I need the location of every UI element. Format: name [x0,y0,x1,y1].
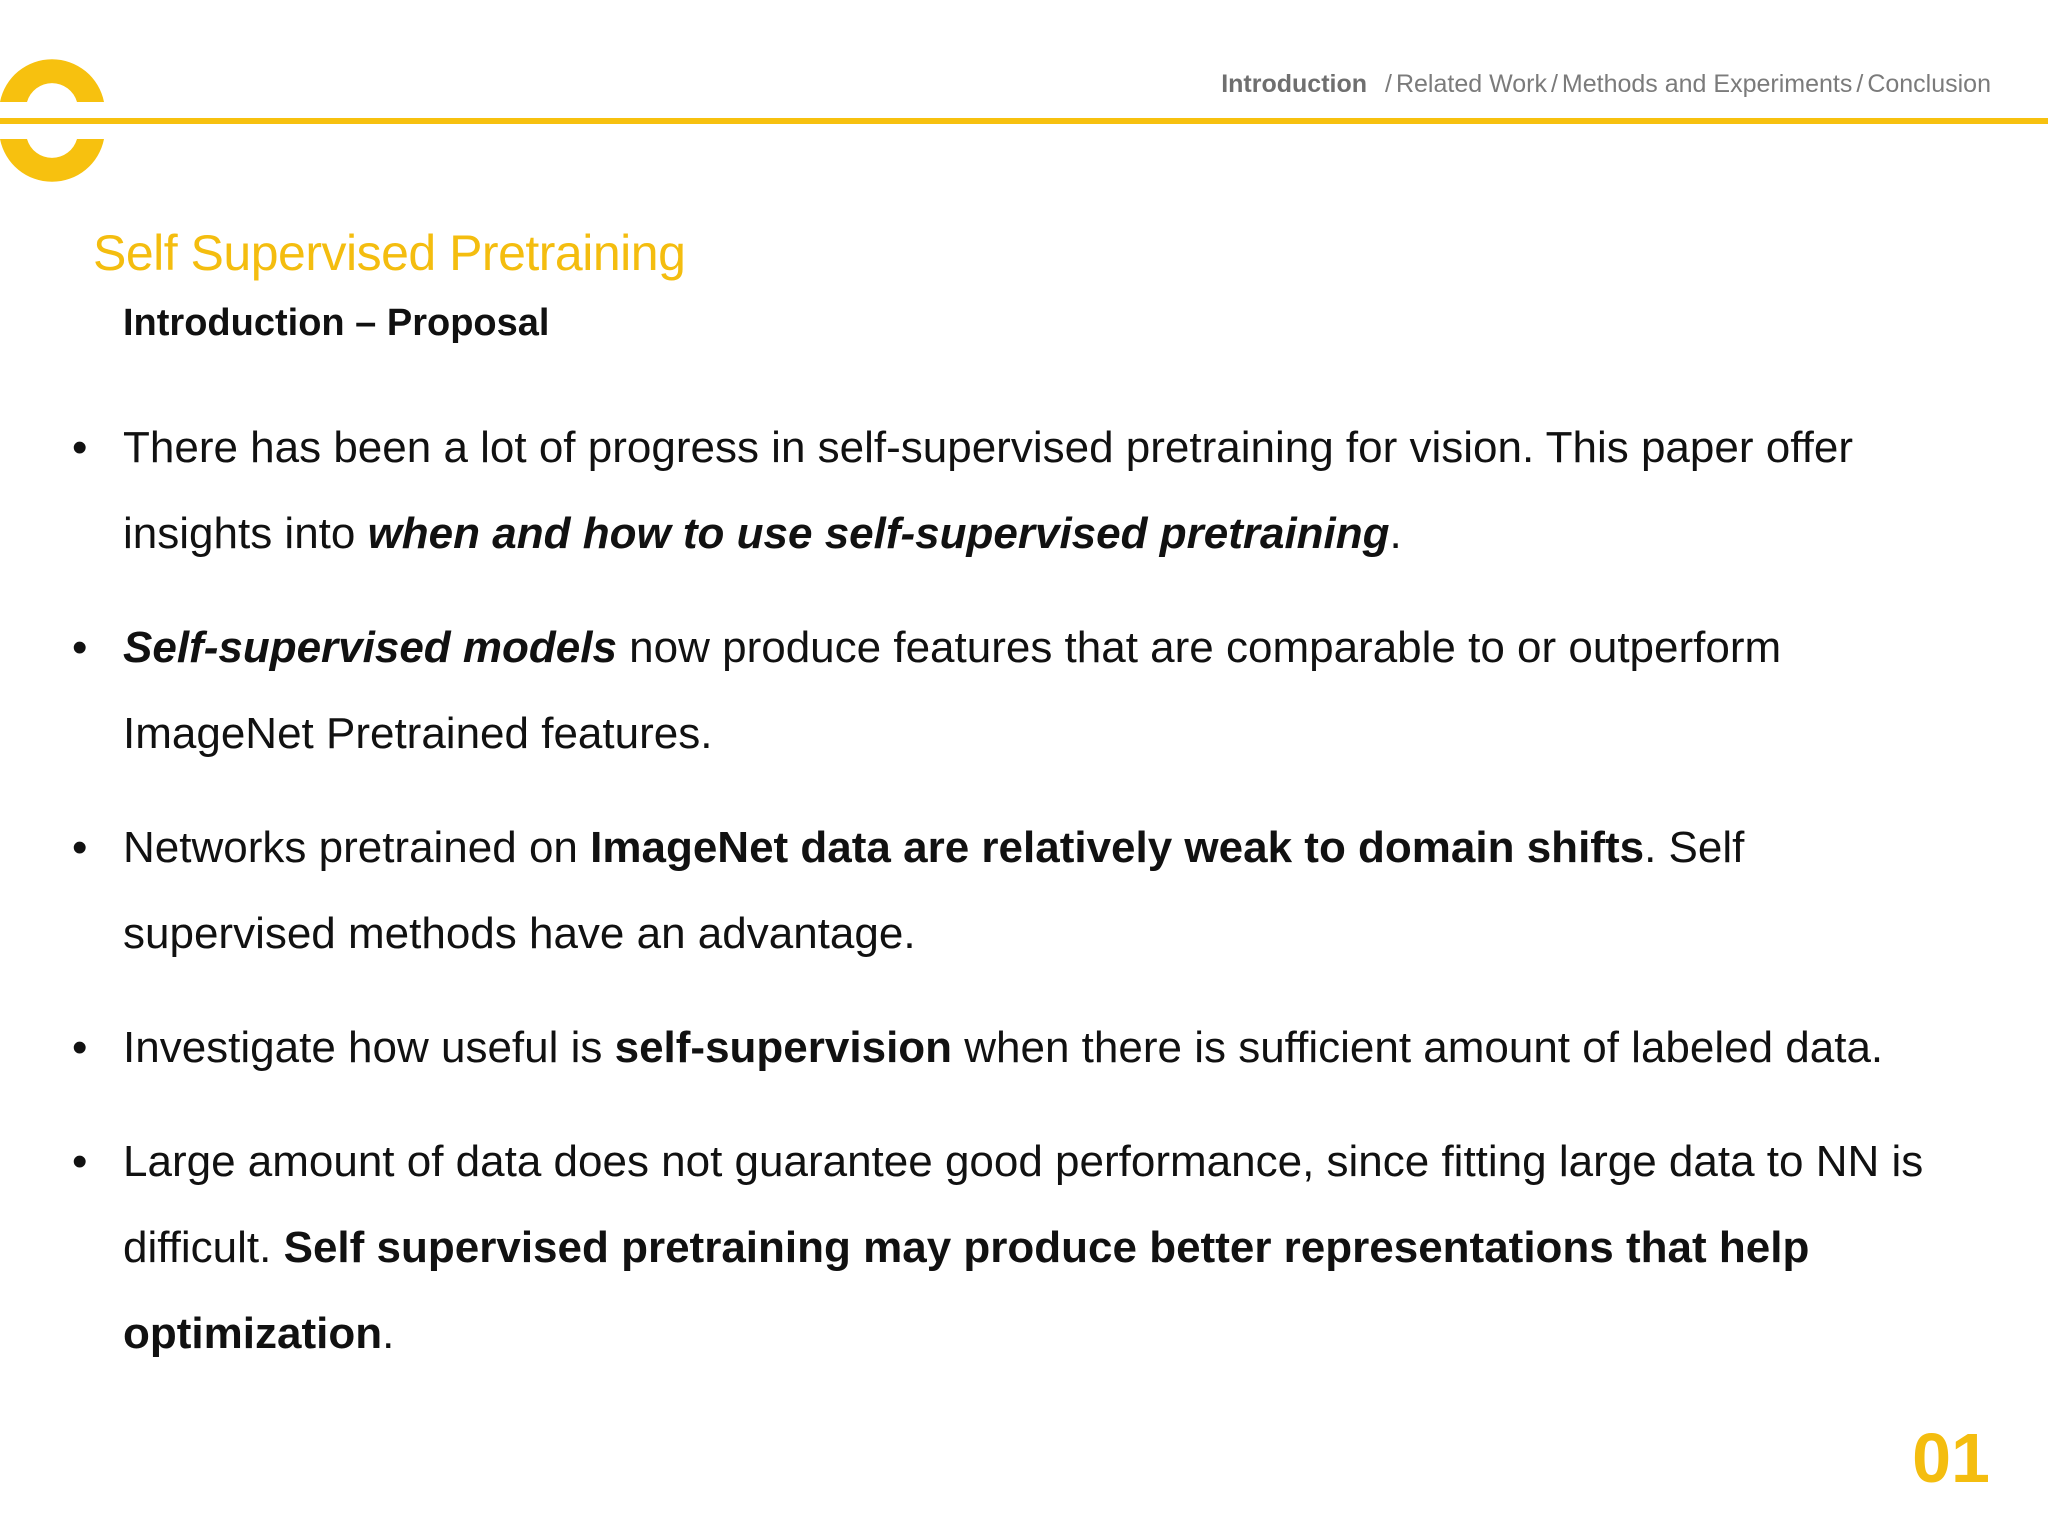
bullet-list [72,405,1952,1405]
emphasized-text: ImageNet data are relatively weak to domain shifts [590,823,1645,872]
nav-separator: / [1385,70,1392,98]
bullet-text: . [382,1309,395,1358]
bullet-text: Large amount of data does not guarantee good performance, since fitting large data to NN is difficult. [123,1137,1924,1272]
emphasized-text: Self-supervised models [123,623,617,672]
bullet-icon: • [72,823,88,872]
bullet-text: when there is sufficient amount of labeled data. [952,1023,1884,1072]
section-breadcrumb [1221,70,1991,99]
emphasized-text: Self supervised pretraining may produce better representations that help optimization [123,1223,1810,1358]
bullet-item [72,1005,1952,1091]
bullet-icon: • [72,1137,88,1186]
bullet-text: Investigate how useful is [123,1023,615,1072]
emphasized-text: self-supervision [614,1023,953,1072]
bullet-item [72,1119,1952,1377]
nav-item-conclusion[interactable]: Conclusion [1867,70,1991,98]
emphasized-text: when and how to use self-supervised pretraining [367,509,1390,558]
nav-item-related-work[interactable]: Related Work [1395,70,1547,98]
nav-separator: / [1856,70,1864,98]
bullet-icon: • [72,423,88,472]
slide-title: Self Supervised Pretraining [93,225,686,281]
bullet-text: Networks pretrained on [123,823,591,872]
bullet-icon: • [72,1023,88,1072]
slide-subtitle: Introduction – Proposal [123,302,550,344]
nav-separator: / [1550,70,1558,98]
bullet-text: . Self supervised methods have an advantage. [123,823,1745,958]
bullet-text: There has been a lot of progress in self-supervised pretraining for vision. This paper offer insights into [123,423,1853,558]
nav-item-methods-and-experiments[interactable]: Methods and Experiments [1561,70,1853,98]
bullet-text: now produce features that are comparable to or outperform ImageNet Pretrained features. [123,623,1782,758]
bullet-item [72,605,1952,777]
bullet-item [72,405,1952,577]
page-number: 01 [1912,1419,1990,1497]
bullet-icon: • [72,623,88,672]
bullet-text: . [1389,509,1402,558]
bullet-item [72,805,1952,977]
nav-item-introduction[interactable]: Introduction [1221,70,1368,98]
header-divider [0,118,2048,124]
